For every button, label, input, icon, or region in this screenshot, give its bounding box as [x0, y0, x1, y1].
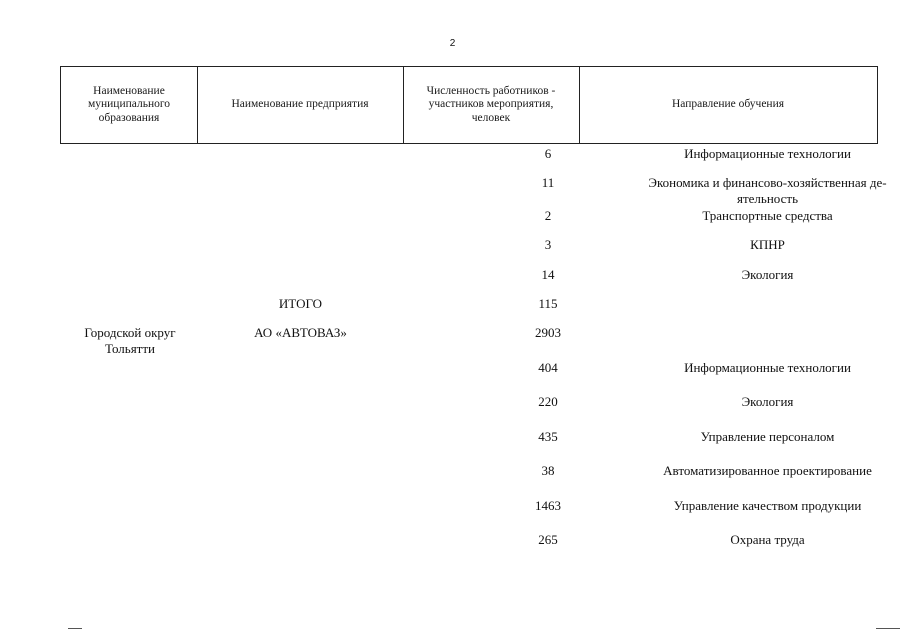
footer-mark: [876, 628, 900, 629]
direction-cell: Экология: [741, 267, 794, 282]
count-cell: 14: [541, 267, 555, 282]
header-enterprise: Наименование предприятия: [231, 98, 369, 111]
direction-cell: Управление персоналом: [700, 429, 835, 444]
count-cell: 435: [538, 429, 558, 444]
direction-cell: КПНР: [750, 237, 785, 252]
count-cell: 38: [541, 463, 555, 478]
page-number: 2: [449, 38, 456, 49]
enterprise-cell: ИТОГО: [278, 296, 323, 311]
count-cell: 2: [544, 208, 552, 223]
count-cell: 3: [544, 237, 552, 252]
direction-cell: Управление качеством продукции: [673, 498, 862, 513]
direction-cell: Охрана труда: [730, 532, 805, 547]
direction-cell: Экология: [741, 394, 794, 409]
count-cell: 220: [538, 394, 558, 409]
footer-mark: [68, 628, 82, 629]
count-cell: 1463: [535, 498, 561, 513]
header-municipality: Наименование муниципального образования: [87, 84, 171, 124]
direction-cell: Информационные технологии: [684, 360, 851, 375]
direction-cell: Транспортные средства: [702, 208, 833, 223]
table-header: [60, 66, 878, 144]
count-cell: 6: [544, 146, 552, 161]
header-count: Численность работников - участников мероприятия, человек: [426, 84, 556, 124]
count-cell: 115: [538, 296, 558, 311]
count-cell: 11: [541, 175, 555, 190]
count-cell: 2903: [535, 325, 561, 340]
municipality-name: Городской округ Тольятти: [84, 325, 176, 356]
count-cell: 404: [538, 360, 558, 375]
count-cell: 265: [538, 532, 558, 547]
direction-cell: Автоматизированное проектирование: [663, 463, 872, 478]
direction-cell: Информационные технологии: [684, 146, 851, 161]
header-direction: Направление обучения: [671, 98, 785, 111]
direction-cell: Экономика и финансово-хозяйственная де- ятельность: [648, 175, 887, 206]
enterprise-cell: АО «АВТОВАЗ»: [254, 325, 347, 340]
